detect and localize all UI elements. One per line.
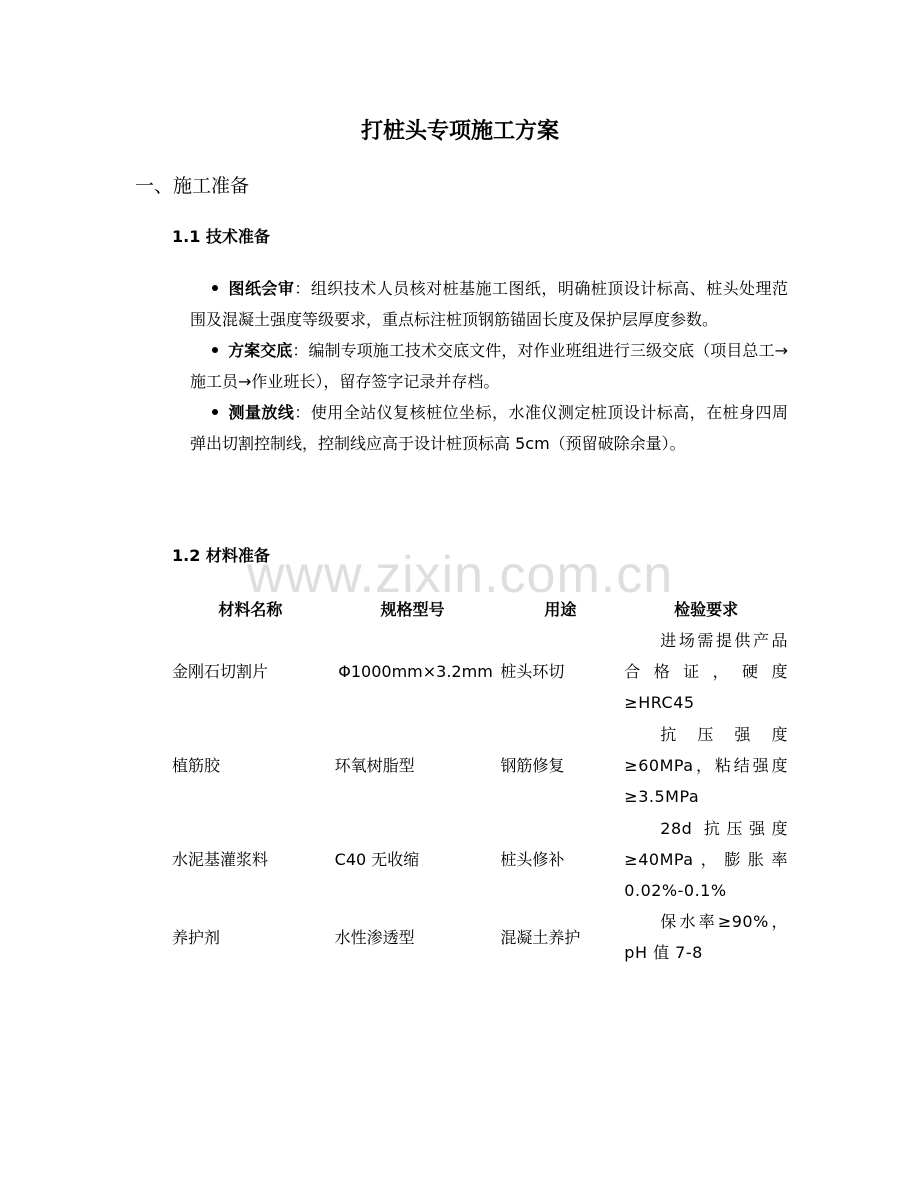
- cell-spec: Φ1000mm×3.2mm: [338, 661, 493, 681]
- list-item-label: 方案交底: [228, 341, 293, 360]
- watermark: www.zixin.com.cn: [246, 546, 674, 604]
- table-row: [166, 718, 788, 812]
- bullet-icon: [212, 409, 218, 415]
- table-row: [166, 906, 788, 968]
- cell-use: 桩头修补: [500, 849, 565, 869]
- subsection-heading-materials: 1.2 材料准备: [172, 546, 270, 565]
- cell-requirement: 保水率≥90%，pH 值 7-8: [624, 912, 788, 962]
- list-item-text: ：使用全站仪复核桩位坐标，水准仪测定桩顶设计标高，在桩身四周弹出切割控制线，控制线应高于设计桩顶标高 5cm（预留破除余量）。: [190, 403, 788, 453]
- cell-use: 钢筋修复: [500, 755, 565, 775]
- list-item-text: ：组织技术人员核对桩基施工图纸，明确桩顶设计标高、桩头处理范围及混凝土强度等级要求，重点标注桩顶钢筋锚固长度及保护层厚度参数。: [190, 279, 788, 329]
- cell-spec: C40 无收缩: [334, 849, 420, 869]
- column-header-requirement: 检验要求: [674, 599, 739, 619]
- page-title: 打桩头专项施工方案: [360, 119, 559, 144]
- cell-use: 桩头环切: [500, 661, 565, 681]
- section-heading-preparation: 一、施工准备: [135, 175, 250, 197]
- table-row: [166, 812, 788, 906]
- cell-material-name: 养护剂: [172, 927, 221, 947]
- cell-material-name: 金刚石切割片: [172, 661, 269, 681]
- subsection-heading-technical: 1.1 技术准备: [172, 227, 270, 246]
- cell-material-name: 植筋胶: [172, 755, 221, 775]
- list-item: [190, 335, 788, 397]
- list-item-label: 测量放线: [228, 403, 295, 422]
- technical-prep-list: [190, 273, 788, 459]
- list-item: [190, 397, 788, 459]
- column-header-use: 用途: [544, 599, 577, 619]
- list-item-text: ：编制专项施工技术交底文件，对作业班组进行三级交底（项目总工→施工员→作业班长），留存签字记录并存档。: [190, 341, 788, 391]
- cell-spec: 水性渗透型: [334, 927, 415, 947]
- table-row: [166, 624, 788, 718]
- table-header-row: [166, 592, 788, 624]
- cell-requirement: 28d 抗压强度≥40MPa，膨胀率 0.02%-0.1%: [624, 818, 788, 900]
- cell-spec: 环氧树脂型: [334, 755, 415, 775]
- list-item: [190, 273, 788, 335]
- materials-table: [166, 592, 788, 968]
- bullet-icon: [212, 347, 218, 353]
- column-header-spec: 规格型号: [380, 599, 445, 619]
- bullet-icon: [212, 285, 218, 291]
- column-header-name: 材料名称: [218, 599, 283, 619]
- cell-requirement: 抗压强度≥60MPa，粘结强度≥3.5MPa: [624, 724, 788, 806]
- cell-requirement: 进场需提供产品合格证，硬度≥HRC45: [624, 630, 788, 712]
- cell-material-name: 水泥基灌浆料: [172, 849, 269, 869]
- cell-use: 混凝土养护: [500, 927, 581, 947]
- list-item-label: 图纸会审: [228, 279, 295, 298]
